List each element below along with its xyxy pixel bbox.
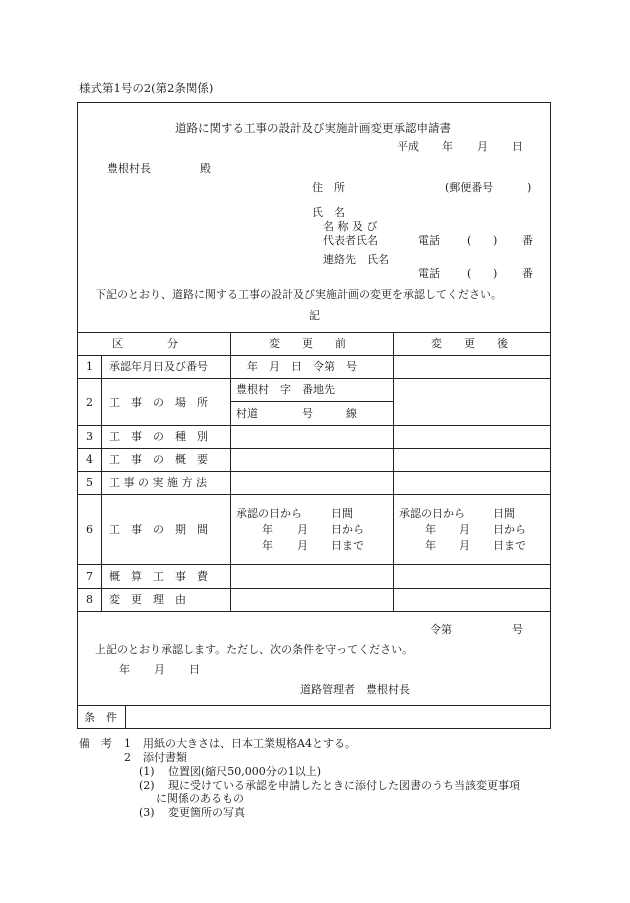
approval-text: 上記のとおり承認します。ただし、次の条件を守ってください。 (95, 643, 414, 656)
postal-label: (郵便番号 (445, 181, 494, 194)
divider (77, 611, 551, 612)
postal-close: ) (527, 181, 532, 194)
period-before-year: 年 (262, 523, 273, 536)
row-before-line2: 村道 号 線 (236, 407, 357, 420)
row-label: 工 事 の 期 間 (109, 523, 208, 536)
approval-signer: 道路管理者 豊根村長 (300, 683, 410, 696)
phone-paren-open: ( (467, 234, 472, 247)
contact-paren-close: ) (493, 267, 498, 280)
phone-label: 電話 (418, 234, 440, 247)
approval-day: 日 (189, 663, 200, 676)
approval-year: 年 (119, 663, 130, 676)
note-number: 2 (124, 751, 131, 764)
divider (77, 705, 551, 706)
row-label: 変 更 理 由 (109, 593, 186, 606)
period-before-month: 月 (297, 523, 308, 536)
period-before-until: 日まで (331, 539, 364, 552)
phone-suffix: 番 (522, 234, 533, 247)
subnote-2-line2: に関係のあるもの (156, 792, 244, 805)
period-before-days: 日間 (331, 507, 353, 520)
form-code: 様式第1号の2(第2条関係) (79, 81, 214, 95)
header-after: 変 更 後 (431, 337, 508, 350)
conditions-label: 条 件 (84, 711, 117, 724)
row-number: 7 (86, 570, 93, 583)
divider (230, 401, 393, 402)
period-before-from: 日から (331, 523, 364, 536)
period-after-days: 日間 (493, 507, 515, 520)
date-year: 年 (442, 140, 453, 153)
subnote-2-line1: 現に受けている承認を申請したときに添付した図書のうち当該変更事項 (168, 779, 520, 792)
ki-mark: 記 (309, 309, 320, 322)
name-label: 氏 名 (312, 206, 345, 219)
divider (77, 564, 551, 565)
divider (77, 588, 551, 589)
period-after-year: 年 (425, 523, 436, 536)
request-text: 下記のとおり、道路に関する工事の設計及び実施計画の変更を承認してください。 (95, 288, 502, 301)
divider (77, 378, 551, 379)
header-category: 区 分 (112, 337, 178, 350)
divider (77, 448, 551, 449)
row-number: 6 (86, 523, 93, 536)
subnote-1: 位置図(縮尺50,000分の1以上) (168, 765, 322, 778)
date-era: 平成 (397, 140, 419, 153)
column-line (101, 355, 102, 611)
row-label: 工 事 の 場 所 (109, 396, 208, 409)
contact-paren-open: ( (467, 267, 472, 280)
divider (77, 471, 551, 472)
addressee-name: 豊根村長 (107, 162, 151, 175)
row-number: 5 (86, 476, 93, 489)
row-before-line1: 豊根村 字 番地先 (236, 383, 335, 396)
divider (77, 332, 551, 333)
period-after-approval: 承認の日から (399, 507, 465, 520)
contact-label: 連絡先 氏名 (323, 253, 389, 266)
row-number: 4 (86, 453, 93, 466)
header-before: 変 更 前 (269, 337, 346, 350)
period-before-month: 月 (297, 539, 308, 552)
column-line (230, 332, 231, 611)
row-number: 3 (86, 430, 93, 443)
note-2: 添付書類 (143, 751, 187, 764)
rep-label-2: 代表者氏名 (323, 234, 378, 247)
row-label: 工 事 の 実 施 方 法 (109, 476, 207, 489)
period-after-month: 月 (459, 523, 470, 536)
approval-month: 月 (154, 663, 165, 676)
subnote-number: (2) (139, 779, 155, 792)
column-line (125, 705, 126, 729)
subnote-number: (3) (139, 806, 155, 819)
row-number: 8 (86, 593, 93, 606)
date-day: 日 (512, 140, 523, 153)
row-number: 2 (86, 396, 93, 409)
period-before-year: 年 (262, 539, 273, 552)
row-label: 承認年月日及び番号 (109, 360, 208, 373)
divider (77, 355, 551, 356)
form-title: 道路に関する工事の設計及び実施計画変更承認申請書 (175, 121, 451, 135)
approval-order-suffix: 号 (512, 623, 523, 636)
row-label: 概 算 工 事 費 (109, 570, 208, 583)
period-after-year: 年 (425, 539, 436, 552)
divider (77, 425, 551, 426)
row-before: 年 月 日 令第 号 (247, 360, 357, 373)
notes-heading: 備 考 (79, 737, 112, 750)
period-after-from: 日から (493, 523, 526, 536)
divider (77, 494, 551, 495)
row-label: 工 事 の 概 要 (109, 453, 208, 466)
period-before-approval: 承認の日から (236, 507, 302, 520)
row-label: 工 事 の 種 別 (109, 430, 208, 443)
approval-order-label: 令第 (430, 623, 452, 636)
contact-phone-label: 電話 (418, 267, 440, 280)
address-label: 住 所 (312, 181, 345, 194)
subnote-number: (1) (139, 765, 155, 778)
date-month: 月 (477, 140, 488, 153)
subnote-3: 変更箇所の写真 (168, 806, 245, 819)
rep-label-1: 名 称 及 び (323, 220, 378, 233)
contact-phone-suffix: 番 (522, 267, 533, 280)
phone-paren-close: ) (493, 234, 498, 247)
note-number: 1 (124, 737, 131, 750)
note-1: 用紙の大きさは、日本工業規格A4とする。 (143, 737, 356, 750)
column-line (393, 332, 394, 611)
row-number: 1 (86, 360, 93, 373)
period-after-until: 日まで (493, 539, 526, 552)
addressee-honorific: 殿 (200, 162, 211, 175)
period-after-month: 月 (459, 539, 470, 552)
